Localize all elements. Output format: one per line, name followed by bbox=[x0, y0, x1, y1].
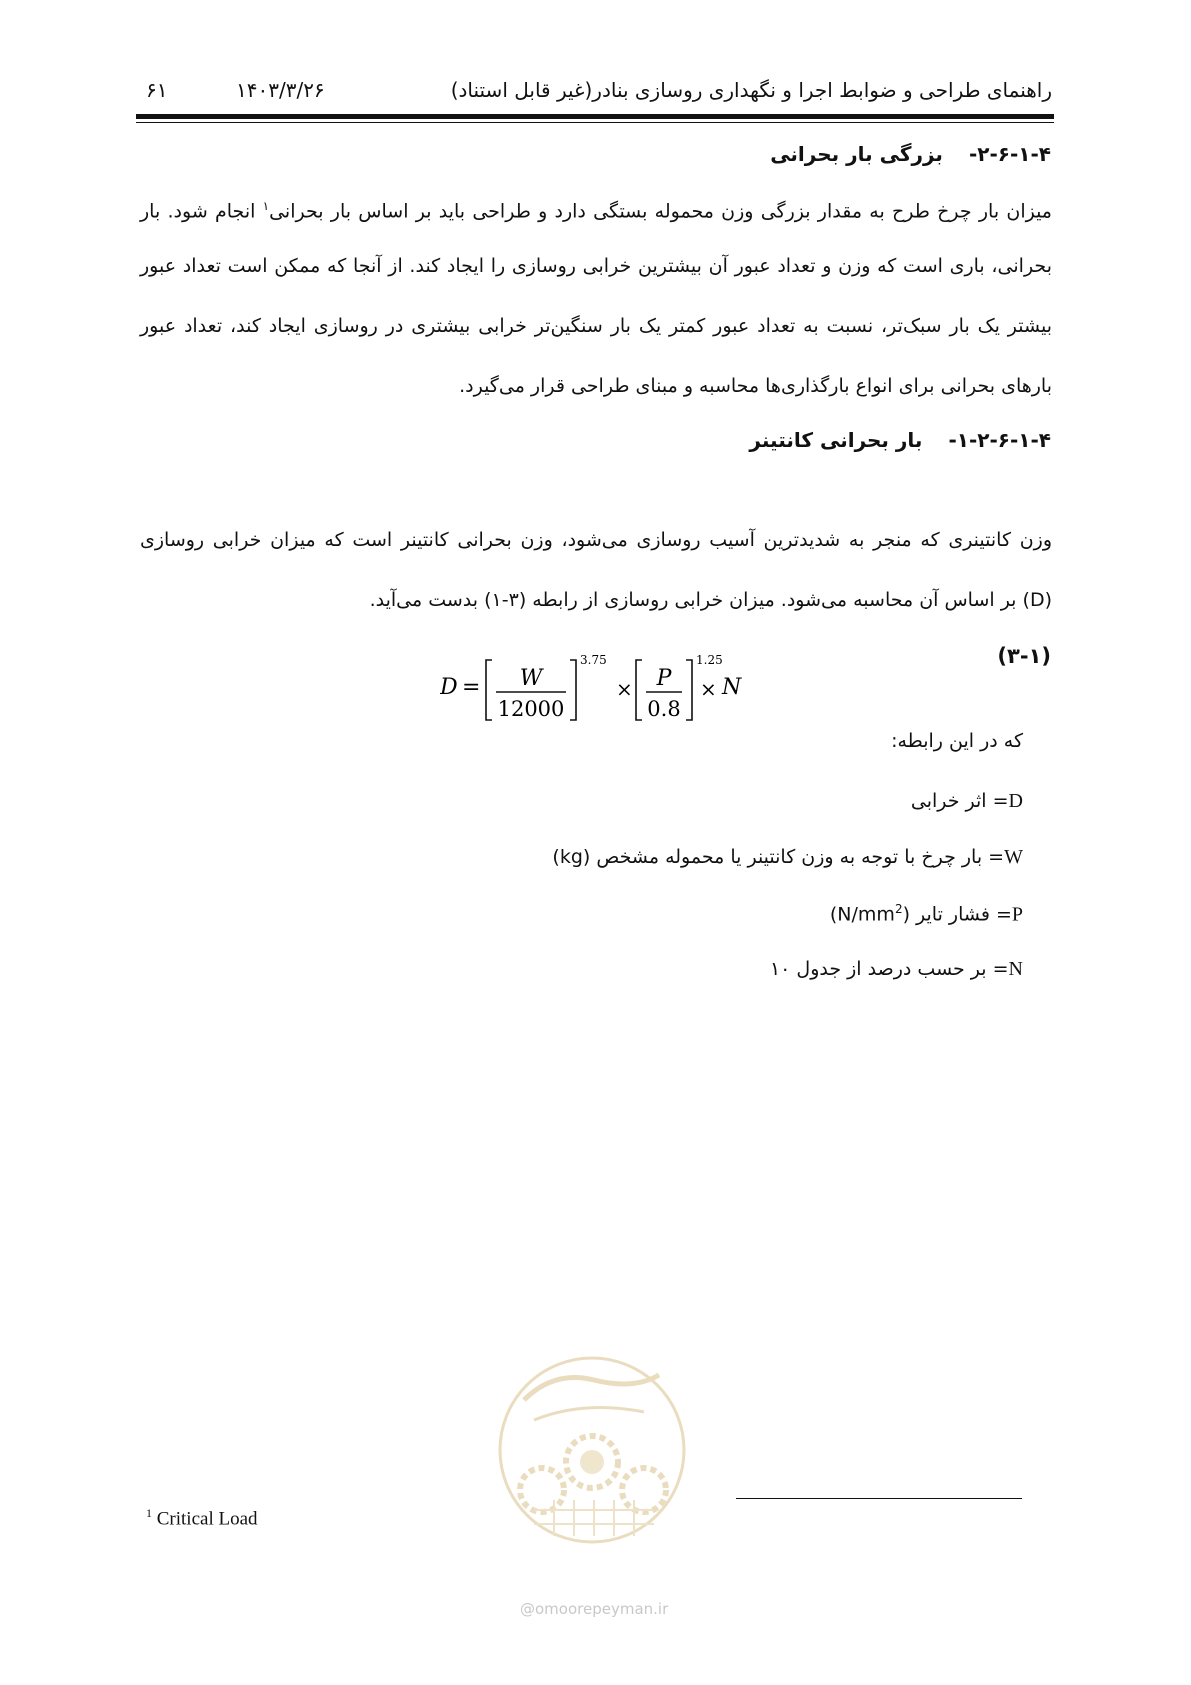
def-symbol: P bbox=[1011, 903, 1023, 926]
definition-W bbox=[552, 846, 1023, 869]
eq-rhs: N bbox=[722, 675, 742, 700]
definitions-intro: که در این رابطه: bbox=[891, 730, 1023, 752]
section-heading-critical-load bbox=[770, 142, 1051, 166]
definition-N bbox=[770, 958, 1023, 981]
bracket-left-2 bbox=[636, 660, 642, 720]
header-rule-thick bbox=[136, 114, 1054, 119]
def-symbol: D bbox=[1008, 790, 1023, 812]
page-number: ۶۱ bbox=[146, 78, 168, 102]
footnote bbox=[146, 1506, 258, 1530]
paragraph-line: (D) بر اساس آن محاسبه می‌شود. میزان خرابی روسازی از رابطه (۳-۱) بدست می‌آید. bbox=[369, 589, 1052, 611]
exponent-1: 3.75 bbox=[580, 653, 607, 667]
definition-D bbox=[911, 790, 1023, 813]
exponent-2: 1.25 bbox=[696, 653, 723, 667]
def-symbol: N bbox=[1008, 958, 1023, 980]
bracket-left-1 bbox=[486, 660, 492, 720]
watermark-seal-icon bbox=[494, 1340, 690, 1590]
damage-equation bbox=[440, 648, 760, 728]
def-text: = بر حسب درصد از جدول ۱۰ bbox=[769, 958, 1009, 980]
footnote-rule bbox=[736, 1498, 1022, 1499]
eq-times-2: × bbox=[700, 677, 717, 701]
section-title: بار بحرانی کانتینر bbox=[749, 428, 923, 452]
bracket-right-1 bbox=[570, 660, 576, 720]
def-text: = فشار تایر (N/mm bbox=[837, 903, 1012, 926]
section-number: ۱-۲-۶-۱-۴- bbox=[948, 428, 1051, 452]
page-header bbox=[138, 78, 1052, 112]
header-rule-thin bbox=[136, 122, 1054, 123]
frac2-denominator: 0.8 bbox=[647, 697, 681, 721]
eq-lhs: D bbox=[440, 675, 458, 700]
definition-P bbox=[830, 902, 1023, 926]
eq-equals: = bbox=[462, 675, 481, 700]
footnote-mark: 1 bbox=[146, 1506, 152, 1520]
footnote-ref: ۱ bbox=[262, 199, 270, 213]
section-number: ۲-۶-۱-۴- bbox=[968, 142, 1051, 166]
paragraph-line: میزان بار چرخ طرح به مقدار بزرگی وزن محموله بستگی دارد و طراحی باید بر اساس بار بحرانی$^۱$ انجام شود. بار bbox=[140, 199, 1052, 223]
header-date: ۱۴۰۳/۳/۲۶ bbox=[236, 78, 325, 102]
def-text: = بار چرخ با توجه به وزن کانتینر یا محموله مشخص (kg) bbox=[552, 846, 1005, 868]
def-tail: ) bbox=[829, 903, 838, 926]
eq-times-1: × bbox=[616, 677, 633, 701]
frac1-denominator: 12000 bbox=[497, 697, 565, 721]
paragraph-line: بیشتر یک بار سبک‌تر، نسبت به تعداد عبور کمتر یک بار سنگین‌تر خرابی بیشتری در روسازی ایجاد کند، تعداد عبور bbox=[140, 315, 1052, 337]
footnote-text: Critical Load bbox=[152, 1508, 258, 1530]
paragraph-line: بحرانی، باری است که وزن و تعداد عبور آن بیشترین خرابی روسازی را ایجاد کند. از آنجا که ممکن است تعداد عبور bbox=[140, 255, 1052, 277]
section-title: بزرگی بار بحرانی bbox=[770, 142, 943, 166]
paragraph-line: وزن کانتینری که منجر به شدیدترین آسیب روسازی می‌شود، وزن بحرانی کانتینر است که میزان خرابی روسازی bbox=[140, 529, 1052, 551]
def-superscript: 2 bbox=[894, 902, 903, 916]
def-symbol: W bbox=[1004, 846, 1023, 868]
paragraph-line: بارهای بحرانی برای انواع بارگذاری‌ها محاسبه و مبنای طراحی قرار می‌گیرد. bbox=[459, 375, 1052, 397]
def-text: = اثر خرابی bbox=[910, 790, 1009, 812]
frac1-numerator: W bbox=[519, 666, 543, 691]
bracket-right-2 bbox=[686, 660, 692, 720]
frac2-numerator: P bbox=[656, 666, 672, 691]
equation-number: (۳-۱) bbox=[997, 644, 1051, 668]
paragraph-container-load bbox=[140, 510, 1052, 630]
watermark-site: @omoorepeyman.ir bbox=[520, 1600, 669, 1618]
paragraph-critical-load bbox=[140, 176, 1052, 416]
section-heading-container-load bbox=[749, 428, 1051, 452]
header-title: راهنمای طراحی و ضوابط اجرا و نگهداری روسازی بنادر(غیر قابل استناد) bbox=[450, 78, 1052, 102]
